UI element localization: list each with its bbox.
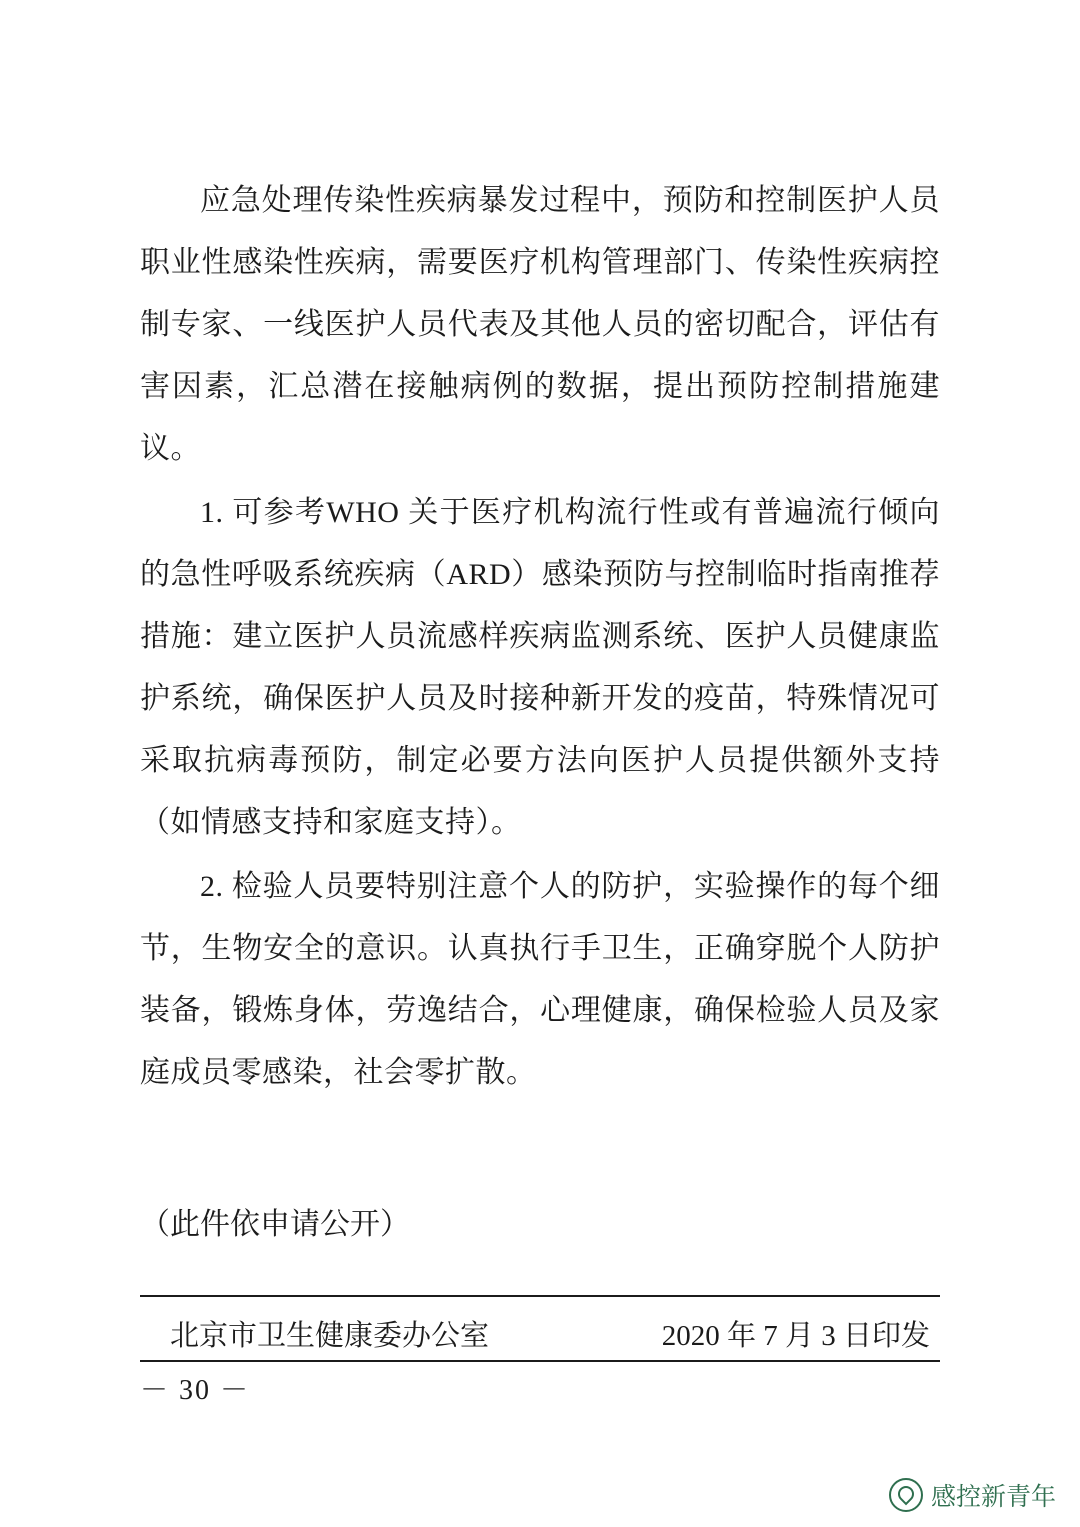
footer-issue-date: 2020 年 7 月 3 日印发 bbox=[661, 1320, 930, 1352]
footer-row bbox=[140, 1312, 940, 1360]
footer-underline bbox=[140, 1360, 940, 1362]
watermark-label: 感控新青年 bbox=[930, 1483, 1056, 1511]
footer-divider bbox=[140, 1295, 940, 1297]
leaf-icon bbox=[889, 1478, 923, 1512]
footer-issuer: 北京市卫生健康委办公室 bbox=[170, 1320, 490, 1352]
watermark bbox=[889, 1477, 1056, 1513]
page-number: － 30 － bbox=[140, 1375, 251, 1406]
paragraph-3: 2. 检验人员要特别注意个人的防护，实验操作的每个细节，生物安全的意识。认真执行手卫生，正确穿脱个人防护装备，锻炼身体，劳逸结合，心理健康，确保检验人员及家庭成员零感染，社会零扩散。 bbox=[140, 870, 940, 1089]
document-body bbox=[140, 170, 940, 1106]
paragraph-1: 应急处理传染性疾病暴发过程中，预防和控制医护人员职业性感染性疾病，需要医疗机构管理部门、传染性疾病控制专家、一线医护人员代表及其他人员的密切配合，评估有害因素，汇总潜在接触病例的数据，提出预防控制措施建议。 bbox=[140, 184, 940, 465]
disclosure-notice: （此件依申请公开） bbox=[140, 1208, 410, 1241]
paragraph-2: 1. 可参考WHO 关于医疗机构流行性或有普遍流行倾向的急性呼吸系统疾病（ARD）感染预防与控制临时指南推荐措施：建立医护人员流感样疾病监测系统、医护人员健康监护系统，确保医护人员及时接种新开发的疫苗，特殊情况可采取抗病毒预防，制定必要方法向医护人员提供额外支持（如情感支持和家庭支持）。 bbox=[140, 496, 940, 839]
